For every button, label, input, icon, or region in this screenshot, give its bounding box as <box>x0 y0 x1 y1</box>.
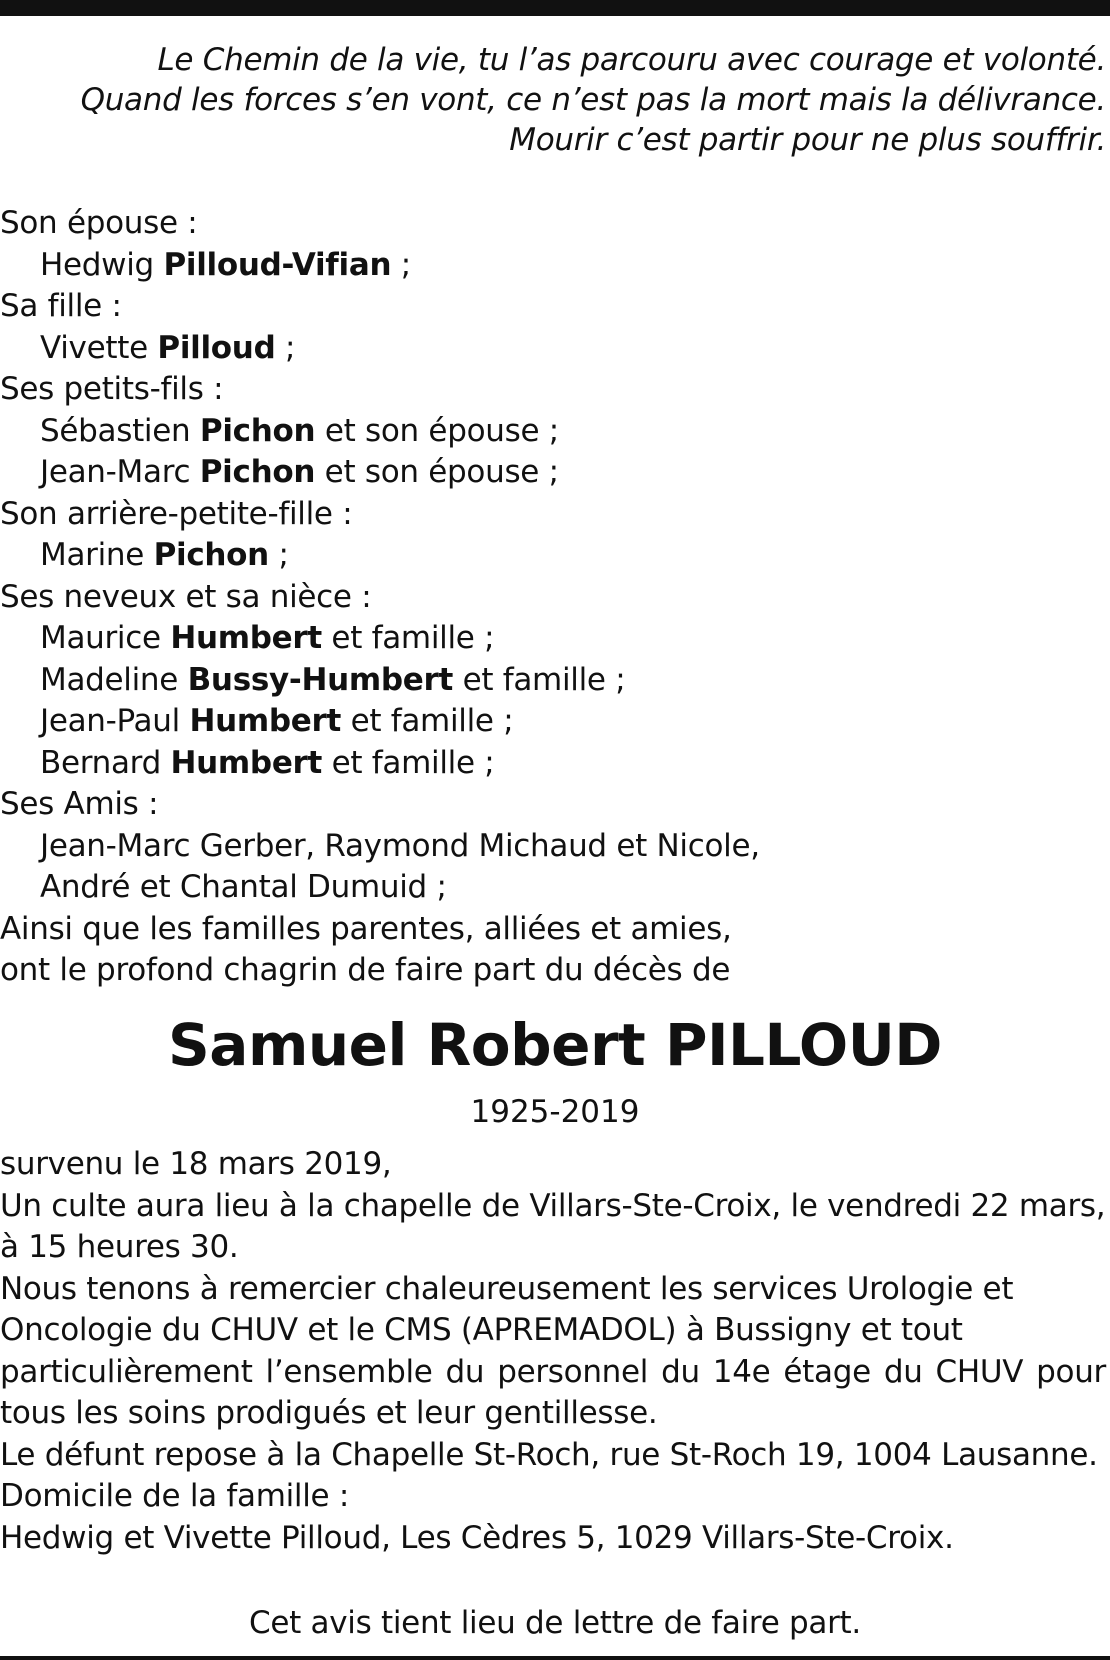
member-suffix: et famille ; <box>322 744 495 781</box>
family-member <box>0 618 1100 660</box>
family-member <box>0 660 1100 702</box>
member-given-name: Sébastien <box>40 412 200 449</box>
family-member <box>0 743 1100 785</box>
member-given-name: Bernard <box>40 744 171 781</box>
family-member <box>0 245 1100 287</box>
member-surname: Humbert <box>189 703 342 739</box>
family-friends-line: André et Chantal Dumuid ; <box>40 869 447 905</box>
member-suffix: ; <box>391 246 411 283</box>
details-line: tous les soins prodigués et leur gentillesse. <box>0 1395 658 1431</box>
family-heading: Ses neveux et sa nièce : <box>0 578 372 615</box>
family-heading: Sa fille : <box>0 288 122 324</box>
poem-line-1: Le Chemin de la vie, tu l’as parcouru avec courage et volonté. <box>157 42 1106 78</box>
member-suffix: et famille ; <box>453 661 626 698</box>
details-line: Domicile de la famille : <box>0 1478 350 1514</box>
member-given-name: Jean-Paul <box>40 703 190 739</box>
member-given-name: Marine <box>40 537 154 573</box>
member-surname: Humbert <box>170 744 323 781</box>
member-surname: Pilloud <box>157 329 276 366</box>
member-surname: Pichon <box>153 537 269 573</box>
details-line: survenu le 18 mars 2019, <box>0 1146 392 1182</box>
family-member <box>0 701 1100 743</box>
family-heading: Son épouse : <box>0 205 198 241</box>
family-heading: Ainsi que les familles parentes, alliées et amies, <box>0 910 732 947</box>
member-surname: Pilloud-Vifian <box>163 246 392 283</box>
member-suffix: et famille ; <box>341 703 514 739</box>
bottom-rule <box>0 1656 1110 1660</box>
member-surname: Pichon <box>199 412 316 449</box>
member-given-name: Hedwig <box>40 246 164 283</box>
member-suffix: et son épouse ; <box>315 412 559 449</box>
member-surname: Bussy-Humbert <box>187 661 454 698</box>
member-suffix: et son épouse ; <box>315 454 559 490</box>
deceased-name: Samuel Robert PILLOUD <box>168 1011 942 1079</box>
member-given-name: Madeline <box>40 661 188 698</box>
member-given-name: Maurice <box>40 620 171 656</box>
details-line: Un culte aura lieu à la chapelle de Villars-Ste-Croix, le vendredi 22 mars, <box>0 1187 1106 1224</box>
deceased-years: 1925-2019 <box>470 1094 640 1130</box>
details-line: Le défunt repose à la Chapelle St-Roch, rue St-Roch 19, 1004 Lausanne. <box>0 1436 1098 1473</box>
member-suffix: ; <box>275 329 296 366</box>
member-surname: Pichon <box>199 454 316 490</box>
member-given-name: Jean-Marc <box>40 454 200 490</box>
family-friends-line: Jean-Marc Gerber, Raymond Michaud et Nicole, <box>40 827 760 864</box>
announcement-details <box>0 1144 1106 1559</box>
family-list <box>0 203 1100 992</box>
family-member <box>0 328 1100 370</box>
family-member <box>0 411 1100 453</box>
details-line: Hedwig et Vivette Pilloud, Les Cèdres 5, 1029 Villars-Ste-Croix. <box>0 1519 954 1556</box>
family-heading: Son arrière-petite-fille : <box>0 495 353 532</box>
member-surname: Humbert <box>170 620 322 656</box>
family-member <box>0 452 1100 494</box>
details-line: à 15 heures 30. <box>0 1229 239 1265</box>
details-line: Nous tenons à remercier chaleureusement les services Urologie et <box>0 1270 1014 1307</box>
details-line: particulièrement l’ensemble du personnel du 14e étage du CHUV pour <box>0 1353 1106 1390</box>
family-member <box>0 535 1100 577</box>
details-line: Oncologie du CHUV et le CMS (APREMADOL) à Bussigny et tout <box>0 1312 963 1348</box>
epigraph-poem <box>6 40 1106 160</box>
family-heading: ont le profond chagrin de faire part du décès de <box>0 952 731 988</box>
poem-line-3: Mourir c’est partir pour ne plus souffrir. <box>509 122 1106 158</box>
top-rule <box>0 0 1110 16</box>
member-given-name: Vivette <box>40 329 158 366</box>
family-heading: Ses petits-fils : <box>0 371 224 407</box>
footer-note: Cet avis tient lieu de lettre de faire part. <box>249 1605 861 1641</box>
poem-line-2: Quand les forces s’en vont, ce n’est pas la mort mais la délivrance. <box>80 82 1106 118</box>
family-heading: Ses Amis : <box>0 786 159 822</box>
member-suffix: ; <box>268 537 289 573</box>
member-suffix: et famille ; <box>321 620 495 656</box>
